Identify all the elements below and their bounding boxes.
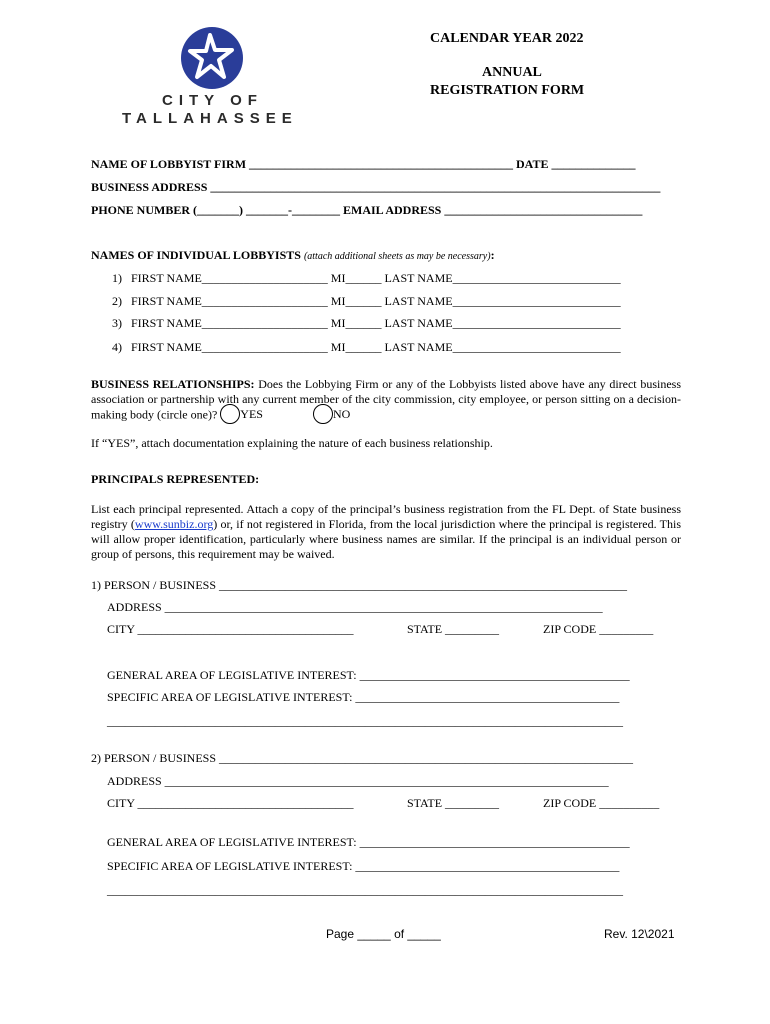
lobbyist-num: 3) bbox=[112, 316, 122, 330]
relationships-label: BUSINESS RELATIONSHIPS: bbox=[91, 377, 255, 391]
lobbyist-row-3[interactable] bbox=[112, 316, 621, 331]
principal-1-address[interactable]: ADDRESS _________________________________________________________________________ bbox=[107, 600, 603, 614]
lobbyist-row-2[interactable] bbox=[112, 294, 621, 309]
lobbyist-fields[interactable]: FIRST NAME_____________________ MI______ LAST NAME____________________________ bbox=[131, 316, 621, 330]
header-title-2: REGISTRATION FORM bbox=[430, 83, 585, 98]
yes-circle[interactable] bbox=[220, 404, 240, 424]
city-logo bbox=[122, 26, 312, 130]
lobbyist-num: 4) bbox=[112, 340, 122, 354]
logo-line-2: TALLAHASSEE bbox=[122, 110, 298, 127]
sunbiz-link[interactable]: www.sunbiz.org bbox=[134, 517, 214, 531]
principal-1-state[interactable]: STATE _________ bbox=[407, 622, 500, 636]
principal-2-city[interactable]: CITY ____________________________________ bbox=[107, 796, 354, 810]
principals-text-1: List each principal represented. Attach a copy of the principal’s business registration from the FL Dept. of State business registry ( bbox=[91, 502, 681, 531]
lobbyists-colon: : bbox=[490, 248, 495, 262]
logo-line-1: CITY OF bbox=[162, 92, 263, 109]
principal-1-city[interactable]: CITY ____________________________________ bbox=[107, 622, 354, 636]
lobbyist-fields[interactable]: FIRST NAME_____________________ MI______ LAST NAME____________________________ bbox=[131, 271, 621, 285]
relationships-text: Does the Lobbying Firm or any of the Lobbyists listed above have any direct business association or partnership with any current member of the city commission, city employee, or person sitting on a decision-making body (circle one)? bbox=[91, 377, 681, 422]
firm-name-line[interactable]: NAME OF LOBBYIST FIRM ____________________________________________ DATE ______________ bbox=[91, 157, 636, 171]
phone-email-line[interactable]: PHONE NUMBER (_______) _______-________ EMAIL ADDRESS _________________________________ bbox=[91, 203, 643, 217]
revision: Rev. 12\2021 bbox=[604, 927, 675, 941]
lobbyist-num: 2) bbox=[112, 294, 122, 308]
yes-option[interactable] bbox=[220, 407, 263, 421]
principals-paragraph bbox=[91, 502, 681, 562]
principal-2-extra-line[interactable]: ______________________________________________________________________________________ bbox=[107, 883, 623, 897]
no-label: NO bbox=[332, 407, 351, 422]
lobbyists-note: (attach additional sheets as may be necessary) bbox=[303, 251, 491, 262]
principals-heading: PRINCIPALS REPRESENTED: bbox=[91, 472, 260, 486]
lobbyist-num: 1) bbox=[112, 271, 122, 285]
principal-1-extra-line[interactable]: ______________________________________________________________________________________ bbox=[107, 714, 623, 728]
principal-2-zip[interactable]: ZIP CODE __________ bbox=[543, 796, 660, 810]
lobbyist-row-4[interactable] bbox=[112, 340, 621, 355]
header-title-1: ANNUAL bbox=[482, 65, 542, 80]
star-logo-icon bbox=[180, 26, 244, 90]
if-yes-note: If “YES”, attach documentation explaining the nature of each business relationship. bbox=[91, 436, 493, 450]
header-year: CALENDAR YEAR 2022 bbox=[430, 31, 584, 46]
lobbyist-row-1[interactable] bbox=[112, 271, 621, 286]
principal-2-specific[interactable]: SPECIFIC AREA OF LEGISLATIVE INTEREST: ____________________________________________ bbox=[107, 859, 620, 873]
lobbyist-fields[interactable]: FIRST NAME_____________________ MI______ LAST NAME____________________________ bbox=[131, 340, 621, 354]
principal-2-person[interactable]: 2) PERSON / BUSINESS _____________________________________________________________________ bbox=[91, 751, 634, 765]
yes-label: YES bbox=[240, 407, 263, 422]
no-option[interactable] bbox=[313, 407, 350, 421]
lobbyist-fields[interactable]: FIRST NAME_____________________ MI______ LAST NAME____________________________ bbox=[131, 294, 621, 308]
lobbyists-heading-row bbox=[91, 248, 495, 263]
principal-2-state[interactable]: STATE _________ bbox=[407, 796, 500, 810]
principals-text-2: ) or, if not registered in Florida, from the local jurisdiction where the principal is registered. This will allow proper identification, particularly where business names are similar. If the principal is an individual person or group of persons, this requirement may be waived. bbox=[91, 517, 681, 561]
business-address-line[interactable]: BUSINESS ADDRESS ___________________________________________________________________________ bbox=[91, 180, 661, 194]
lobbyists-heading: NAMES OF INDIVIDUAL LOBBYISTS bbox=[91, 248, 301, 262]
principal-1-specific[interactable]: SPECIFIC AREA OF LEGISLATIVE INTEREST: ____________________________________________ bbox=[107, 690, 620, 704]
principal-2-address[interactable]: ADDRESS __________________________________________________________________________ bbox=[107, 774, 609, 788]
principal-1-general[interactable]: GENERAL AREA OF LEGISLATIVE INTEREST: _____________________________________________ bbox=[107, 668, 630, 682]
relationships-paragraph bbox=[91, 377, 681, 424]
principal-1-person[interactable]: 1) PERSON / BUSINESS ____________________________________________________________________ bbox=[91, 578, 628, 592]
page-number: Page _____ of _____ bbox=[326, 927, 441, 941]
no-circle[interactable] bbox=[313, 404, 333, 424]
principal-2-general[interactable]: GENERAL AREA OF LEGISLATIVE INTEREST: _____________________________________________ bbox=[107, 835, 630, 849]
principal-1-zip[interactable]: ZIP CODE _________ bbox=[543, 622, 654, 636]
